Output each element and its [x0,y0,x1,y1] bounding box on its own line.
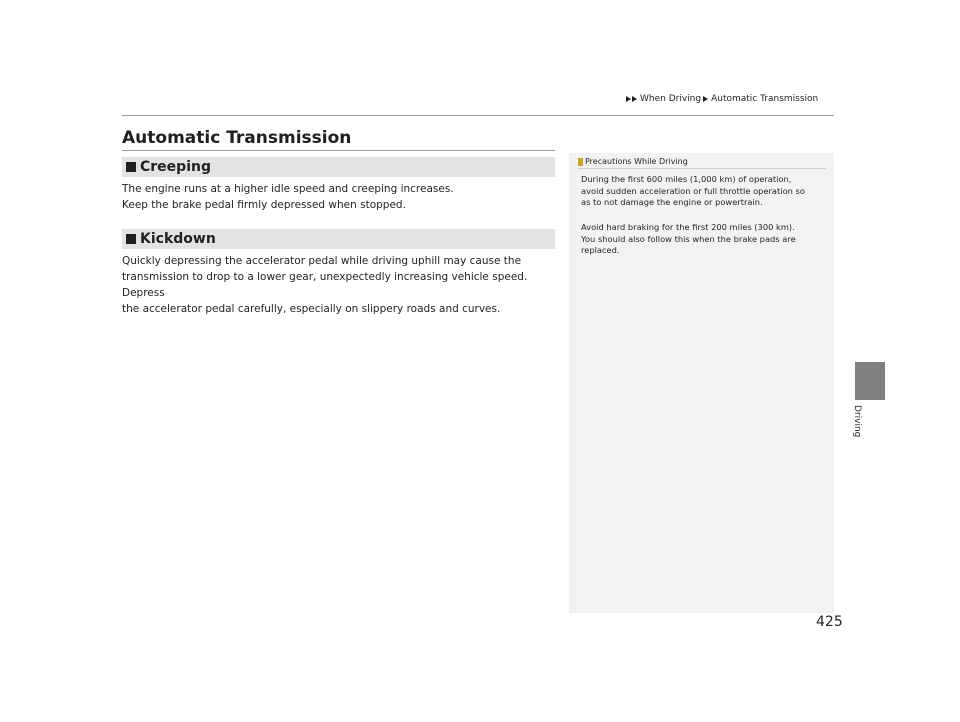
note-line: avoid sudden acceleration or full throttle operation so [581,185,805,196]
body-line: Keep the brake pedal firmly depressed when stopped. [122,199,406,211]
arrow-icon [626,96,631,102]
square-bullet-icon [126,162,136,172]
square-bullet-icon [126,234,136,244]
breadcrumb-item-automatic-transmission[interactable]: Automatic Transmission [711,94,819,104]
note-line: You should also follow this when the brake pads are [581,233,796,244]
creeping-body [122,181,562,213]
body-line: The engine runs at a higher idle speed and creeping increases. [122,183,454,195]
body-line: the accelerator pedal carefully, especially on slippery roads and curves. [122,303,501,315]
header-rule [122,115,834,116]
page-number: 425 [816,614,843,630]
note-title[interactable]: Precautions While Driving [585,157,688,166]
page-title: Automatic Transmission [122,128,352,148]
note-paragraph [581,174,827,209]
chapter-tab-label: Driving [852,405,862,438]
note-line: During the first 600 miles (1,000 km) of operation, [581,174,792,184]
arrow-icon [703,96,708,102]
note-sidebar [569,153,834,613]
note-paragraph [581,222,827,257]
section-heading-kickdown [122,229,555,249]
section-heading-creeping [122,157,555,177]
body-line: Quickly depressing the accelerator pedal while driving uphill may cause the [122,255,522,267]
note-heading [578,157,688,166]
note-marker-icon [578,158,583,166]
note-line: as to not damage the engine or powertrain. [581,197,763,207]
breadcrumb [626,94,818,104]
kickdown-body [122,253,562,317]
note-line: replaced. [581,245,620,255]
title-rule [122,150,555,151]
chapter-tab[interactable] [855,362,885,400]
breadcrumb-item-when-driving[interactable]: When Driving [640,94,702,104]
arrow-icon [632,96,637,102]
note-rule [578,168,826,169]
note-line: Avoid hard braking for the first 200 miles (300 km). [581,222,795,232]
body-line: transmission to drop to a lower gear, unexpectedly increasing vehicle speed. Depress [122,271,528,299]
section-heading-text: Creeping [140,159,211,175]
section-heading-text: Kickdown [140,231,216,247]
